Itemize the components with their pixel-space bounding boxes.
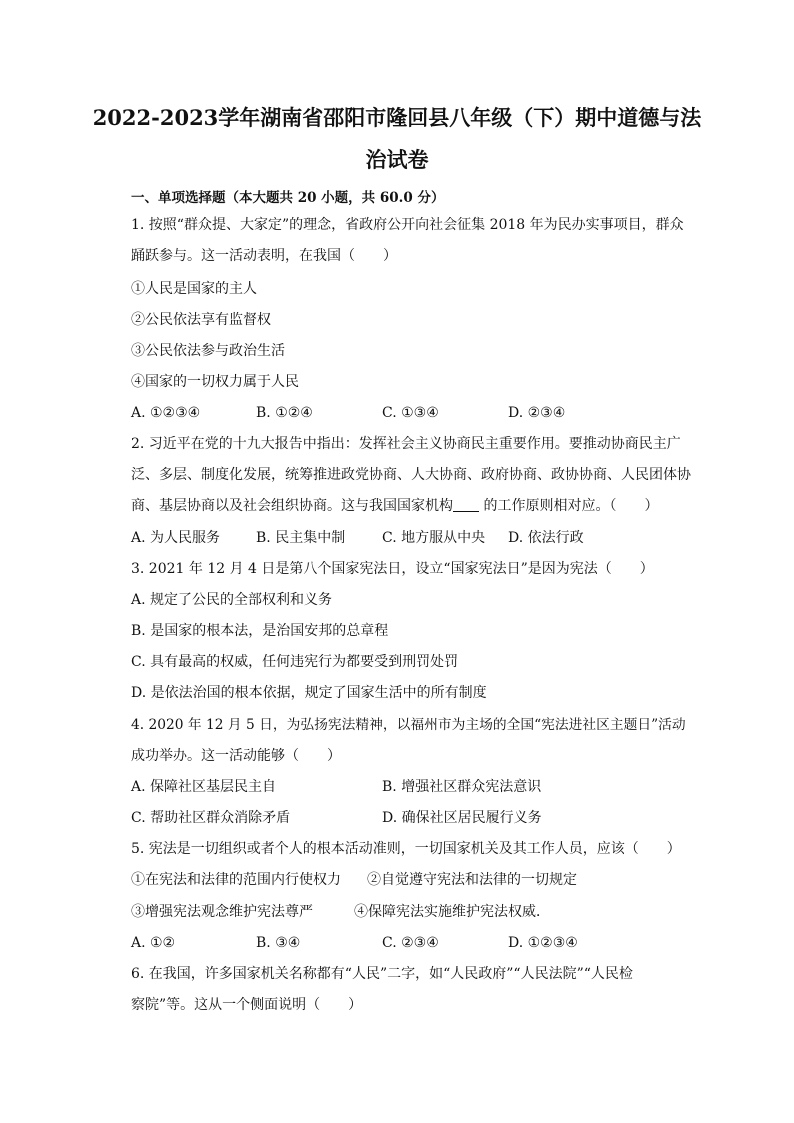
- q5-statement-3: ③增强宪法观念维护宪法尊严: [131, 904, 313, 920]
- q1-statement-2: ②公民依法享有监督权: [131, 312, 271, 328]
- q1-option-a: A. ①②③④: [131, 405, 201, 421]
- q3-stem-line-1: 3. 2021 年 12 月 4 日是第八个国家宪法日，设立“国家宪法日”是因为宪法（ ）: [131, 561, 654, 577]
- section-header: 一、单项选择题（本大题共 20 小题，共 60.0 分）: [131, 190, 445, 206]
- q4-option-c: C. 帮助社区群众消除矛盾: [131, 810, 291, 826]
- q5-option-d: D. ①②③④: [508, 935, 578, 951]
- q5-option-c: C. ②③④: [382, 935, 439, 951]
- q1-option-c: C. ①③④: [382, 405, 439, 421]
- q5-statement-2: ②自觉遵守宪法和法律的一切规定: [367, 872, 577, 888]
- q2-stem-line-3-after: 的工作原则相对应。（ ）: [483, 498, 659, 514]
- q5-statement-1: ①在宪法和法律的范围内行使权力: [131, 872, 341, 888]
- q1-statement-4: ④国家的一切权力属于人民: [131, 374, 299, 390]
- q2-stem-line-3-before: 商、基层协商以及社会组织协商。这与我国国家机构: [131, 498, 453, 514]
- q2-stem-line-3: [131, 496, 658, 516]
- q2-option-d: D. 依法行政: [508, 530, 584, 546]
- q6-stem-line-1: 6. 在我国，许多国家机关名称都有“人民”二字，如“人民政府”“人民法院”“人民检: [131, 966, 633, 982]
- q2-stem-line-1: 2. 习近平在党的十九大报告中指出：发挥社会主义协商民主重要作用。要推动协商民主广: [131, 436, 681, 452]
- q1-stem-line-2: 踊跃参与。这一活动表明，在我国（ ）: [131, 248, 397, 264]
- q5-stem-line-1: 5. 宪法是一切组织或者个人的根本活动准则，一切国家机关及其工作人员，应该（ ）: [131, 841, 681, 857]
- q4-stem-line-1: 4. 2020 年 12 月 5 日，为弘扬宪法精神，以福州市为主场的全国“宪法进社区主题日”活动: [131, 717, 686, 733]
- exam-title-line-2: 治试卷: [365, 147, 429, 172]
- q4-option-b: B. 增强社区群众宪法意识: [382, 779, 542, 795]
- q1-option-b: B. ①②④: [256, 405, 313, 421]
- q5-option-b: B. ③④: [256, 935, 301, 951]
- q3-option-c: C. 具有最高的权威，任何违宪行为都要受到刑罚处罚: [131, 654, 459, 670]
- q1-stem-line-1: 1. 按照“群众提、大家定”的理念，省政府公开向社会征集 2018 年为民办实事项目，群众: [131, 217, 684, 233]
- q4-option-d: D. 确保社区居民履行义务: [382, 810, 542, 826]
- q4-option-a: A. 保障社区基层民主自: [131, 779, 277, 795]
- q5-option-a: A. ①②: [131, 935, 176, 951]
- q2-option-c: C. 地方服从中央: [382, 530, 486, 546]
- q2-option-a: A. 为人民服务: [131, 530, 221, 546]
- answer-blank: [453, 497, 479, 512]
- q3-option-d: D. 是依法治国的根本依据，规定了国家生活中的所有制度: [131, 685, 487, 701]
- q1-option-d: D. ②③④: [508, 405, 566, 421]
- q2-option-b: B. 民主集中制: [256, 530, 346, 546]
- q4-stem-line-2: 成功举办。这一活动能够（ ）: [131, 748, 341, 764]
- q3-option-a: A. 规定了公民的全部权利和义务: [131, 592, 333, 608]
- q6-stem-line-2: 察院”等。这从一个侧面说明（ ）: [131, 997, 363, 1013]
- q1-statement-3: ③公民依法参与政治生活: [131, 343, 285, 359]
- exam-title-line-1: 2022-2023学年湖南省邵阳市隆回县八年级（下）期中道德与法: [92, 105, 702, 130]
- q1-statement-1: ①人民是国家的主人: [131, 281, 257, 297]
- q2-stem-line-2: 泛、多层、制度化发展，统筹推进政党协商、人大协商、政府协商、政协协商、人民团体协: [131, 467, 691, 483]
- q5-statement-4: ④保障宪法实施维护宪法权威．: [354, 904, 550, 920]
- q3-option-b: B. 是国家的根本法，是治国安邦的总章程: [131, 623, 389, 639]
